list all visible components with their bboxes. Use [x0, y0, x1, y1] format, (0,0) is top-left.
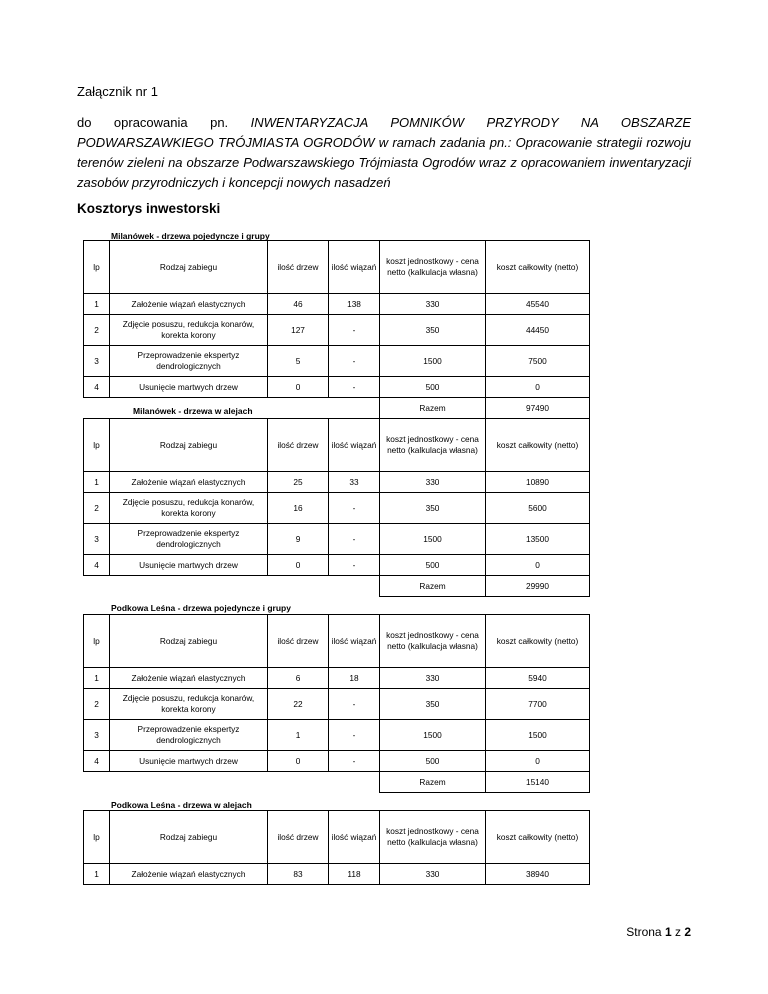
cell-koszt-jedn: 1500: [380, 524, 486, 555]
cell-koszt-jedn: 1500: [380, 720, 486, 751]
cell-rodzaj: Przeprowadzenie ekspertyz dendrologicznych: [110, 720, 268, 751]
cell-drzew: 22: [268, 689, 329, 720]
col-koszt-jedn: koszt jednostkowy - cena netto (kalkulacja własna): [380, 615, 486, 668]
cell-koszt-calk: 1500: [486, 720, 590, 751]
cell-wiazan: -: [329, 524, 380, 555]
section-title: Podkowa Leśna - drzewa pojedyncze i grupy: [111, 603, 291, 613]
cell-koszt-jedn: 500: [380, 377, 486, 398]
total-row: [84, 576, 590, 597]
col-koszt-calk: koszt całkowity (netto): [486, 241, 590, 294]
cell-wiazan: 18: [329, 668, 380, 689]
cell-drzew: 0: [268, 751, 329, 772]
cell-wiazan: 118: [329, 864, 380, 885]
table-row: [84, 315, 590, 346]
cell-wiazan: -: [329, 689, 380, 720]
cost-table: [83, 810, 590, 885]
intro-paragraph: [77, 113, 691, 193]
cell-wiazan: -: [329, 720, 380, 751]
cell-koszt-calk: 7500: [486, 346, 590, 377]
footer-sep: z: [671, 925, 685, 939]
cell-drzew: 9: [268, 524, 329, 555]
section-title: Milanówek - drzewa w alejach: [133, 406, 253, 416]
col-rodzaj: Rodzaj zabiegu: [110, 811, 268, 864]
table-row: [84, 720, 590, 751]
intro-prefix: do opracowania pn.: [77, 115, 251, 130]
cell-rodzaj: Zdjęcie posuszu, redukcja konarów, korekta korony: [110, 689, 268, 720]
cell-lp: 4: [84, 377, 110, 398]
cell-drzew: 1: [268, 720, 329, 751]
table-row: [84, 493, 590, 524]
cell-koszt-jedn: 330: [380, 864, 486, 885]
cell-lp: 1: [84, 864, 110, 885]
cell-rodzaj: Usunięcie martwych drzew: [110, 555, 268, 576]
cell-wiazan: -: [329, 346, 380, 377]
col-lp: lp: [84, 811, 110, 864]
table-row: [84, 668, 590, 689]
cell-lp: 1: [84, 472, 110, 493]
table-row: [84, 555, 590, 576]
document-title: Kosztorys inwestorski: [77, 201, 221, 216]
cell-koszt-calk: 5940: [486, 668, 590, 689]
col-lp: lp: [84, 615, 110, 668]
cell-drzew: 5: [268, 346, 329, 377]
cell-rodzaj: Zdjęcie posuszu, redukcja konarów, korekta korony: [110, 315, 268, 346]
cell-rodzaj: Założenie wiązań elastycznych: [110, 294, 268, 315]
col-drzew: ilość drzew: [268, 615, 329, 668]
cost-table: [83, 614, 590, 793]
cell-drzew: 25: [268, 472, 329, 493]
cell-rodzaj: Usunięcie martwych drzew: [110, 751, 268, 772]
section-title: Milanówek - drzewa pojedyncze i grupy: [111, 231, 270, 241]
col-rodzaj: Rodzaj zabiegu: [110, 419, 268, 472]
cell-drzew: 127: [268, 315, 329, 346]
cell-rodzaj: Założenie wiązań elastycznych: [110, 864, 268, 885]
cell-lp: 3: [84, 524, 110, 555]
cell-lp: 1: [84, 668, 110, 689]
footer-prefix: Strona: [626, 925, 665, 939]
cell-wiazan: 33: [329, 472, 380, 493]
cell-wiazan: -: [329, 751, 380, 772]
col-wiazan: ilość wiązań: [329, 615, 380, 668]
cost-table: [83, 240, 590, 419]
col-drzew: ilość drzew: [268, 811, 329, 864]
cell-drzew: 0: [268, 377, 329, 398]
cell-drzew: 6: [268, 668, 329, 689]
total-label: Razem: [380, 576, 486, 597]
cell-koszt-calk: 5600: [486, 493, 590, 524]
cell-koszt-calk: 13500: [486, 524, 590, 555]
cell-koszt-calk: 0: [486, 555, 590, 576]
cell-koszt-calk: 10890: [486, 472, 590, 493]
cell-koszt-calk: 44450: [486, 315, 590, 346]
cell-lp: 4: [84, 555, 110, 576]
cell-wiazan: -: [329, 377, 380, 398]
total-row: [84, 772, 590, 793]
table-row: [84, 346, 590, 377]
page-total: 2: [684, 925, 691, 939]
col-lp: lp: [84, 419, 110, 472]
cell-wiazan: -: [329, 493, 380, 524]
table-row: [84, 864, 590, 885]
page-number: 1: [664, 925, 672, 939]
total-value: 15140: [486, 772, 590, 793]
cell-koszt-calk: 7700: [486, 689, 590, 720]
cell-rodzaj: Założenie wiązań elastycznych: [110, 472, 268, 493]
cell-koszt-jedn: 330: [380, 668, 486, 689]
cell-koszt-calk: 0: [486, 751, 590, 772]
cell-koszt-jedn: 500: [380, 751, 486, 772]
table-header-row: [84, 811, 590, 864]
cell-lp: 3: [84, 346, 110, 377]
cell-rodzaj: Przeprowadzenie ekspertyz dendrologicznych: [110, 346, 268, 377]
cell-rodzaj: Zdjęcie posuszu, redukcja konarów, korekta korony: [110, 493, 268, 524]
intro-italic: INWENTARYZACJA POMNIKÓW PRZYRODY NA OBSZARZE PODWARSZAWKIEGO TRÓJMIASTA OGRODÓW w ramach zadania pn.: Opracowanie strategii rozwoju terenów zieleni na obszarze Podwarszawskiego Trójmiasta Ogrodów wraz z opracowaniem inwentaryzacji zasobów przyrodniczych i koncepcji nowych nasadzeń: [77, 115, 691, 190]
table-row: [84, 751, 590, 772]
cell-koszt-calk: 45540: [486, 294, 590, 315]
table-header-row: [84, 241, 590, 294]
table-row: [84, 294, 590, 315]
cell-lp: 3: [84, 720, 110, 751]
table-row: [84, 472, 590, 493]
cell-koszt-jedn: 1500: [380, 346, 486, 377]
col-wiazan: ilość wiązań: [329, 811, 380, 864]
cell-koszt-jedn: 330: [380, 294, 486, 315]
cell-rodzaj: Założenie wiązań elastycznych: [110, 668, 268, 689]
cell-koszt-jedn: 350: [380, 493, 486, 524]
cell-rodzaj: Usunięcie martwych drzew: [110, 377, 268, 398]
col-koszt-jedn: koszt jednostkowy - cena netto (kalkulacja własna): [380, 241, 486, 294]
table-row: [84, 524, 590, 555]
cell-koszt-jedn: 500: [380, 555, 486, 576]
col-wiazan: ilość wiązań: [329, 419, 380, 472]
total-label: Razem: [380, 398, 486, 419]
cell-drzew: 83: [268, 864, 329, 885]
attachment-heading: Załącznik nr 1: [77, 84, 158, 99]
col-koszt-jedn: koszt jednostkowy - cena netto (kalkulacja własna): [380, 419, 486, 472]
cell-rodzaj: Przeprowadzenie ekspertyz dendrologicznych: [110, 524, 268, 555]
cell-koszt-calk: 0: [486, 377, 590, 398]
total-value: 29990: [486, 576, 590, 597]
cell-koszt-jedn: 350: [380, 315, 486, 346]
cell-wiazan: -: [329, 315, 380, 346]
col-koszt-calk: koszt całkowity (netto): [486, 811, 590, 864]
col-koszt-jedn: koszt jednostkowy - cena netto (kalkulacja własna): [380, 811, 486, 864]
col-lp: lp: [84, 241, 110, 294]
cell-lp: 2: [84, 315, 110, 346]
col-drzew: ilość drzew: [268, 241, 329, 294]
col-drzew: ilość drzew: [268, 419, 329, 472]
cell-lp: 4: [84, 751, 110, 772]
col-rodzaj: Rodzaj zabiegu: [110, 241, 268, 294]
table-row: [84, 689, 590, 720]
cell-koszt-jedn: 330: [380, 472, 486, 493]
col-koszt-calk: koszt całkowity (netto): [486, 419, 590, 472]
col-koszt-calk: koszt całkowity (netto): [486, 615, 590, 668]
cell-koszt-calk: 38940: [486, 864, 590, 885]
page-footer: [626, 925, 691, 939]
cell-lp: 2: [84, 493, 110, 524]
cell-lp: 1: [84, 294, 110, 315]
cell-wiazan: -: [329, 555, 380, 576]
col-wiazan: ilość wiązań: [329, 241, 380, 294]
cost-table: [83, 418, 590, 597]
cell-wiazan: 138: [329, 294, 380, 315]
table-header-row: [84, 615, 590, 668]
col-rodzaj: Rodzaj zabiegu: [110, 615, 268, 668]
table-header-row: [84, 419, 590, 472]
cell-lp: 2: [84, 689, 110, 720]
cell-koszt-jedn: 350: [380, 689, 486, 720]
total-value: 97490: [486, 398, 590, 419]
total-label: Razem: [380, 772, 486, 793]
table-row: [84, 377, 590, 398]
section-title: Podkowa Leśna - drzewa w alejach: [111, 800, 252, 810]
cell-drzew: 0: [268, 555, 329, 576]
cell-drzew: 46: [268, 294, 329, 315]
cell-drzew: 16: [268, 493, 329, 524]
